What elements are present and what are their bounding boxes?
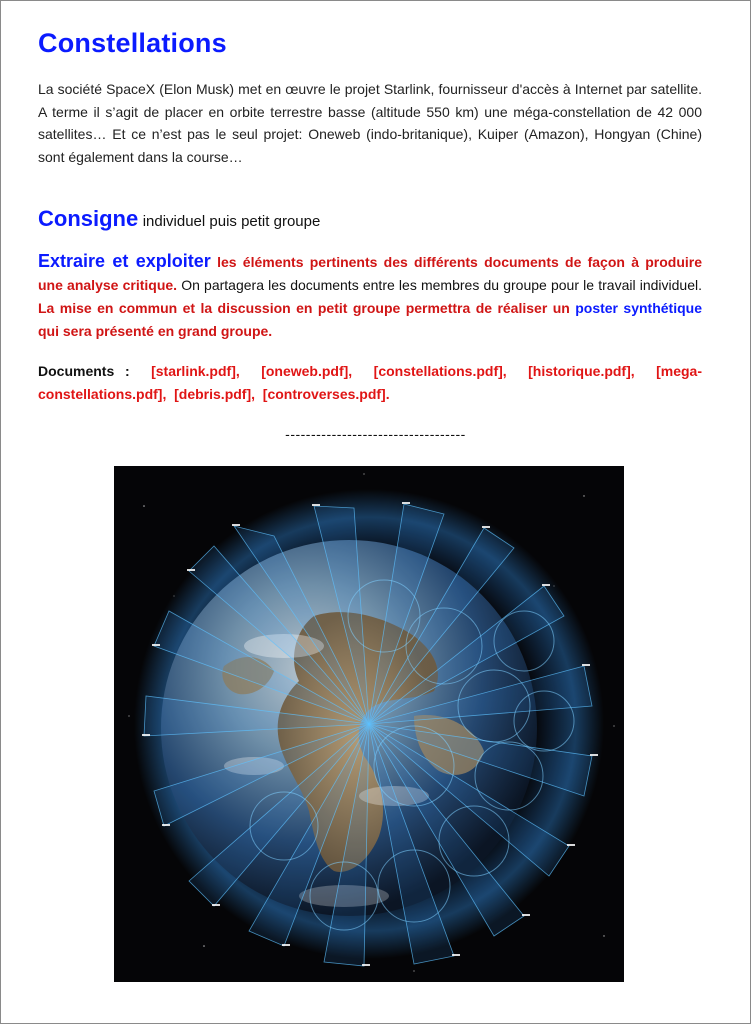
doc-link-constellations[interactable]: [constellations.pdf], [373, 363, 507, 379]
earth-illustration [114, 466, 624, 982]
documents-label: Documents : [38, 363, 130, 379]
documents-list [38, 360, 702, 406]
instructions-poster: poster synthétique [575, 300, 702, 316]
consigne-subtitle: individuel puis petit groupe [142, 213, 321, 230]
doc-link-debris[interactable]: [debris.pdf], [174, 386, 256, 402]
instructions-part2: On partagera les documents entre les membres du groupe pour le travail individuel. [181, 277, 702, 293]
doc-link-mega-constellations[interactable]: [mega-constellations.pdf], [38, 363, 703, 402]
consigne-title: Consigne [38, 206, 139, 231]
doc-link-starlink[interactable]: [starlink.pdf], [151, 363, 240, 379]
separator-line: ----------------------------------- [285, 426, 466, 442]
instructions-paragraph [38, 250, 702, 343]
earth-constellation-image [114, 466, 624, 982]
instructions-part1: les éléments pertinents des différents documents de façon à produire une analyse critique. [38, 254, 703, 293]
instructions-part3: La mise en commun et la discussion en petit groupe permettra de réaliser un [38, 300, 570, 316]
doc-link-oneweb[interactable]: [oneweb.pdf], [261, 363, 353, 379]
intro-paragraph: La société SpaceX (Elon Musk) met en œuvre le projet Starlink, fournisseur d'accès à Internet par satellite. A terme il s’agit de placer en orbite terrestre basse (altitude 550 km) une méga-constellation de 42 000 satellites… Et ce n’est pas le seul projet: Oneweb (indo-britanique), Kuiper (Amazon), Hongyan (Chine) sont également dans la course… [38, 81, 702, 165]
instructions-lead: Extraire et exploiter [38, 251, 211, 271]
doc-link-historique[interactable]: [historique.pdf], [528, 363, 635, 379]
instructions-part4: qui sera présenté en grand groupe. [38, 323, 273, 339]
doc-link-controverses[interactable]: [controverses.pdf]. [262, 386, 390, 402]
consigne-heading [38, 206, 320, 232]
page-title: Constellations [38, 28, 227, 58]
